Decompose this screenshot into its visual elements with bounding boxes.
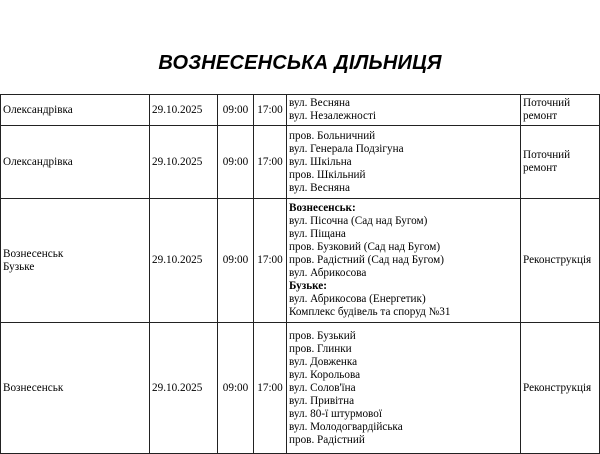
street-name: вул. Молодогвардійська <box>289 420 403 433</box>
start-time-cell: 09:00 <box>218 199 254 323</box>
street-name: вул. Солов'їна <box>289 381 356 394</box>
street-name: вул. Довженка <box>289 355 358 368</box>
work-type-text: Реконструкція <box>523 254 592 266</box>
work-type-text: ремонт <box>523 110 558 122</box>
table-row <box>1 95 600 126</box>
settlement-name: Бузьке <box>3 260 35 273</box>
street-name: вул. Незалежності <box>289 110 376 122</box>
street-name: вул. Піщана <box>289 228 346 240</box>
start-time-cell: 09:00 <box>218 126 254 199</box>
street-name: пров. Глинки <box>289 342 352 355</box>
work-type-cell <box>521 126 600 199</box>
date-cell: 29.10.2025 <box>150 126 218 199</box>
settlement-cell <box>1 126 150 199</box>
settlement-name: Олександрівка <box>3 103 73 116</box>
page-title: ВОЗНЕСЕНСЬКА ДІЛЬНИЦЯ <box>158 52 442 74</box>
table-row <box>1 126 600 199</box>
street-name: Комплекс будівель та споруд №31 <box>289 306 451 318</box>
table-row <box>1 323 600 454</box>
streets-cell <box>287 126 521 199</box>
work-type-text: Поточний <box>523 149 571 161</box>
start-time-cell: 09:00 <box>218 323 254 454</box>
street-name: пров. Бузковий (Сад над Бугом) <box>289 241 441 253</box>
end-time-cell: 17:00 <box>254 126 287 199</box>
date-cell: 29.10.2025 <box>150 323 218 454</box>
work-type-cell <box>521 199 600 323</box>
work-type-cell <box>521 95 600 126</box>
settlement-name: Вознесенськ <box>3 247 64 260</box>
table-row <box>1 199 600 323</box>
streets-cell <box>287 323 521 454</box>
date-cell: 29.10.2025 <box>150 199 218 323</box>
start-time-cell: 09:00 <box>218 95 254 126</box>
street-name: вул. Пісочна (Сад над Бугом) <box>289 215 428 227</box>
street-name: вул. Корольова <box>289 368 361 381</box>
street-name: пров. Шкільний <box>289 168 366 181</box>
end-time-cell: 17:00 <box>254 323 287 454</box>
settlement-cell <box>1 199 150 323</box>
date-cell: 29.10.2025 <box>150 95 218 126</box>
settlement-name: Олександрівка <box>3 155 73 168</box>
street-name: вул. Весняна <box>289 97 350 109</box>
street-name: вул. Шкільна <box>289 155 352 168</box>
work-type-text: Поточний <box>523 97 571 109</box>
street-name: вул. Генерала Подзігуна <box>289 142 404 155</box>
street-name: вул. Весняна <box>289 181 350 194</box>
settlement-heading: Вознесенськ: <box>289 202 356 214</box>
work-type-text: Реконструкція <box>523 381 592 394</box>
work-type-text: ремонт <box>523 162 558 174</box>
settlement-cell <box>1 323 150 454</box>
street-name: пров. Больничний <box>289 129 376 142</box>
work-type-cell <box>521 323 600 454</box>
street-name: пров. Радістний (Сад над Бугом) <box>289 254 444 266</box>
settlement-heading: Бузьке: <box>289 280 327 292</box>
street-name: вул. Абрикосова <box>289 267 367 279</box>
street-name: вул. 80-ї штурмової <box>289 407 382 420</box>
street-name: вул. Абрикосова (Енергетик) <box>289 293 426 305</box>
outage-schedule-table <box>0 94 600 454</box>
street-name: пров. Радістний <box>289 433 365 446</box>
street-name: вул. Привітна <box>289 394 355 407</box>
end-time-cell: 17:00 <box>254 199 287 323</box>
streets-cell <box>287 95 521 126</box>
street-name: пров. Бузький <box>289 329 356 342</box>
end-time-cell: 17:00 <box>254 95 287 126</box>
settlement-cell <box>1 95 150 126</box>
settlement-name: Вознесенськ <box>3 381 64 394</box>
streets-cell <box>287 199 521 323</box>
